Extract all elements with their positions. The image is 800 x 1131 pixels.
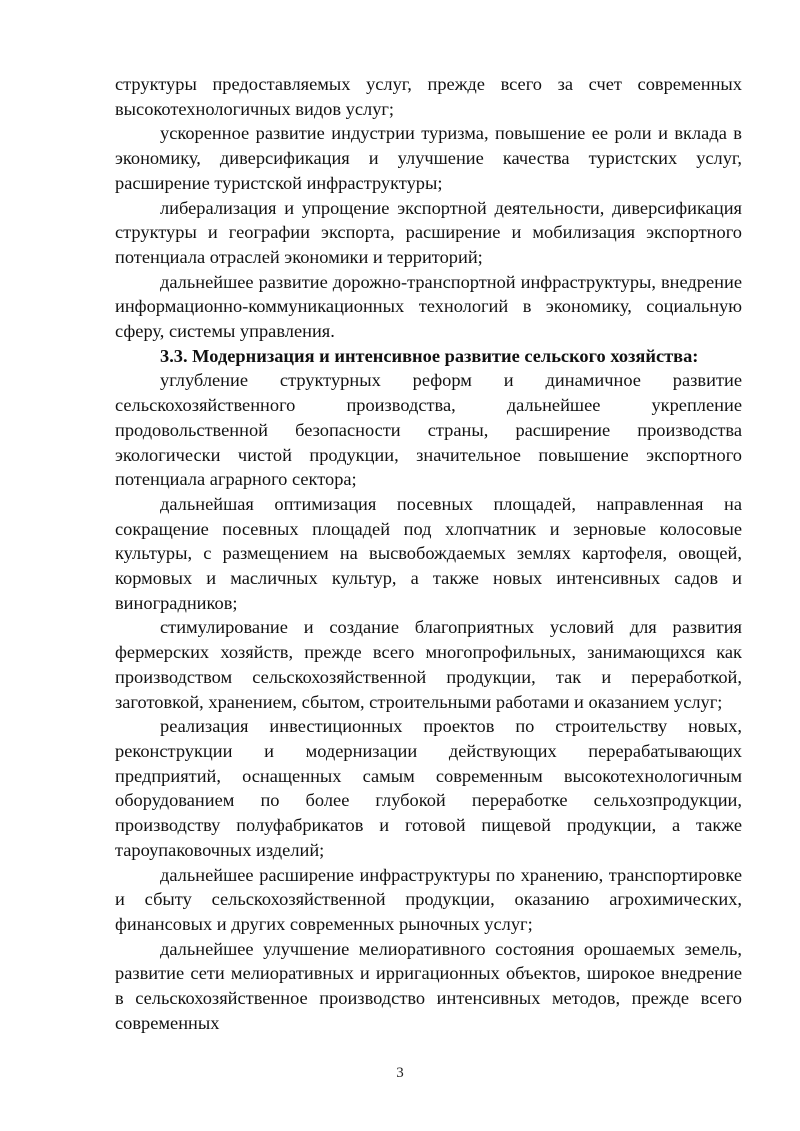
paragraph-services-structure: структуры предоставляемых услуг, прежде всего за счет современных высокотехнологичных видов услуг; bbox=[115, 74, 742, 119]
paragraph-crop-optimization: дальнейшая оптимизация посевных площадей, направленная на сокращение посевных площадей под хлопчатник и зерновые колосовые культуры, с размещением на высвобождаемых землях картофеля, овощей, кормовых и масличных культур, а также новых интенсивных садов и виноградников; bbox=[115, 493, 742, 613]
section-heading: 3.3. Модернизация и интенсивное развитие сельского хозяйства: bbox=[160, 345, 699, 366]
paragraph-land-reclamation: дальнейшее улучшение мелиоративного состояния орошаемых земель, развитие сети мелиоративных и ирригационных объектов, широкое внедрение в сельскохозяйственное производство интенсивных методов, прежде всего современных bbox=[115, 938, 742, 1033]
paragraph-infrastructure: дальнейшее развитие дорожно-транспортной инфраструктуры, внедрение информационно-коммуникационных технологий в экономику, социальную сферу, системы управления. bbox=[115, 271, 742, 342]
paragraph-farm-support: стимулирование и создание благоприятных условий для развития фермерских хозяйств, прежде всего многопрофильных, занимающихся как производством сельскохозяйственной продукции, так и переработкой, заготовкой, хранением, сбытом, строительными работами и оказанием услуг; bbox=[115, 617, 742, 712]
paragraph-tourism: ускоренное развитие индустрии туризма, повышение ее роли и вклада в экономику, диверсификация и улучшение качества туристских услуг, расширение туристской инфраструктуры; bbox=[115, 123, 742, 193]
paragraph-export: либерализация и упрощение экспортной деятельности, диверсификация структуры и географии экспорта, расширение и мобилизация экспортного потенциала отраслей экономики и территорий; bbox=[115, 197, 742, 267]
paragraph-market-infrastructure: дальнейшее расширение инфраструктуры по хранению, транспортировке и сбыту сельскохозяйственной продукции, оказанию агрохимических, финансовых и других современных рыночных услуг; bbox=[115, 864, 742, 934]
page-body bbox=[115, 72, 742, 1035]
page-number: 3 bbox=[396, 1065, 404, 1081]
paragraph-investment-projects: реализация инвестиционных проектов по строительству новых, реконструкции и модернизации действующих перерабатывающих предприятий, оснащенных самым современным высокотехнологичным оборудованием по более глубокой переработке сельхозпродукции, производству полуфабрикатов и готовой пищевой продукции, а также тароупаковочных изделий; bbox=[115, 716, 742, 860]
paragraph-structural-reforms: углубление структурных реформ и динамичное развитие сельскохозяйственного производства, дальнейшее укрепление продовольственной безопасности страны, расширение производства экологически чистой продукции, значительное повышение экспортного потенциала аграрного сектора; bbox=[115, 370, 742, 490]
